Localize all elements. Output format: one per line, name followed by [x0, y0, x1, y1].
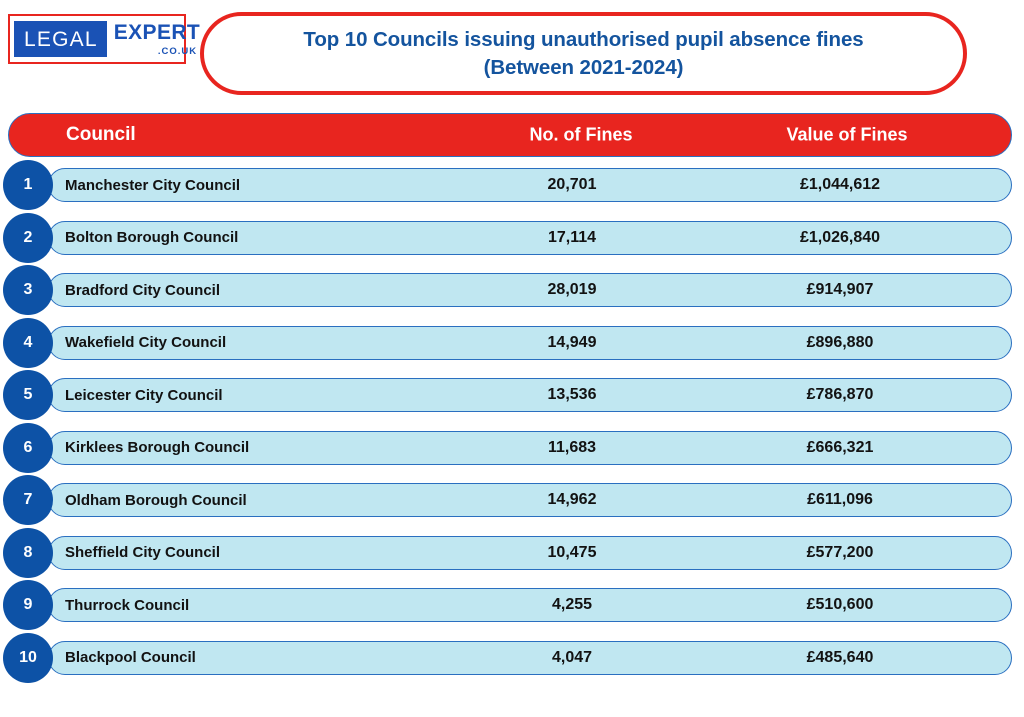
- logo-right-group: [107, 21, 200, 57]
- table-row[interactable]: [0, 168, 1024, 202]
- cell-value-of-fines: £611,096: [807, 491, 873, 508]
- table-row[interactable]: [0, 326, 1024, 360]
- cell-council: Blackpool Council: [65, 649, 196, 666]
- table-row[interactable]: [0, 273, 1024, 307]
- cell-number-of-fines: 4,047: [551, 648, 593, 666]
- title-line-2: (Between 2021-2024): [483, 55, 684, 79]
- rankings-table: [0, 113, 1024, 693]
- table-body: [0, 168, 1024, 675]
- column-header-value-of-fines: Value of Fines: [786, 124, 908, 145]
- cell-value-of-fines: £1,044,612: [799, 176, 881, 193]
- cell-council: Bolton Borough Council: [65, 229, 239, 246]
- table-row[interactable]: [0, 378, 1024, 412]
- cell-number-of-fines: 4,255: [551, 596, 593, 613]
- cell-number-of-fines: 17,114: [547, 228, 597, 246]
- logo-domain-text: .CO.UK: [157, 45, 198, 57]
- column-header-council: Council: [66, 124, 136, 145]
- cell-value-of-fines: £485,640: [806, 648, 874, 666]
- cell-council: Leicester City Council: [65, 386, 223, 404]
- cell-number-of-fines: 11,683: [547, 438, 597, 456]
- title-banner: [200, 12, 967, 95]
- cell-council: Wakefield City Council: [65, 334, 227, 351]
- cell-value-of-fines: £510,600: [806, 596, 874, 613]
- cell-value-of-fines: £896,880: [806, 333, 874, 351]
- rank-badge: 9: [3, 580, 53, 630]
- table-row[interactable]: [0, 221, 1024, 255]
- rank-badge: 4: [3, 318, 53, 368]
- column-header-number-of-fines: No. of Fines: [529, 124, 633, 145]
- cell-council: Sheffield City Council: [65, 544, 221, 561]
- cell-council: Thurrock Council: [65, 596, 190, 614]
- logo-expert-text: EXPERT: [113, 20, 201, 44]
- cell-number-of-fines: 13,536: [547, 386, 597, 403]
- site-logo[interactable]: [8, 14, 201, 64]
- cell-value-of-fines: £666,321: [806, 438, 874, 456]
- cell-number-of-fines: 28,019: [547, 281, 597, 298]
- cell-number-of-fines: 14,962: [547, 491, 597, 508]
- rank-badge: 10: [3, 633, 53, 683]
- rank-badge: 1: [3, 160, 53, 210]
- logo-legal-text: LEGAL: [14, 21, 107, 57]
- cell-value-of-fines: £914,907: [806, 281, 874, 298]
- title-line-1: Top 10 Councils issuing unauthorised pupil absence fines: [303, 27, 864, 51]
- rank-badge: 8: [3, 528, 53, 578]
- rank-badge: 7: [3, 475, 53, 525]
- rank-badge: 3: [3, 265, 53, 315]
- cell-council: Bradford City Council: [65, 281, 221, 299]
- rank-badge: 2: [3, 213, 53, 263]
- table-row[interactable]: [0, 641, 1024, 675]
- table-row[interactable]: [0, 431, 1024, 465]
- table-row[interactable]: [0, 588, 1024, 622]
- cell-value-of-fines: £1,026,840: [799, 228, 881, 246]
- table-row[interactable]: [0, 483, 1024, 517]
- cell-value-of-fines: £786,870: [806, 386, 874, 403]
- page-title: [303, 26, 863, 81]
- cell-council: Kirklees Borough Council: [65, 439, 250, 456]
- cell-value-of-fines: £577,200: [806, 543, 874, 561]
- table-row[interactable]: [0, 536, 1024, 570]
- table-header-row: [8, 113, 1012, 157]
- logo-inner: [14, 20, 201, 57]
- rank-badge: 5: [3, 370, 53, 420]
- cell-number-of-fines: 14,949: [547, 333, 597, 351]
- cell-number-of-fines: 10,475: [547, 543, 597, 561]
- cell-number-of-fines: 20,701: [547, 176, 597, 193]
- cell-council: Oldham Borough Council: [65, 491, 247, 509]
- cell-council: Manchester City Council: [65, 176, 241, 194]
- rank-badge: 6: [3, 423, 53, 473]
